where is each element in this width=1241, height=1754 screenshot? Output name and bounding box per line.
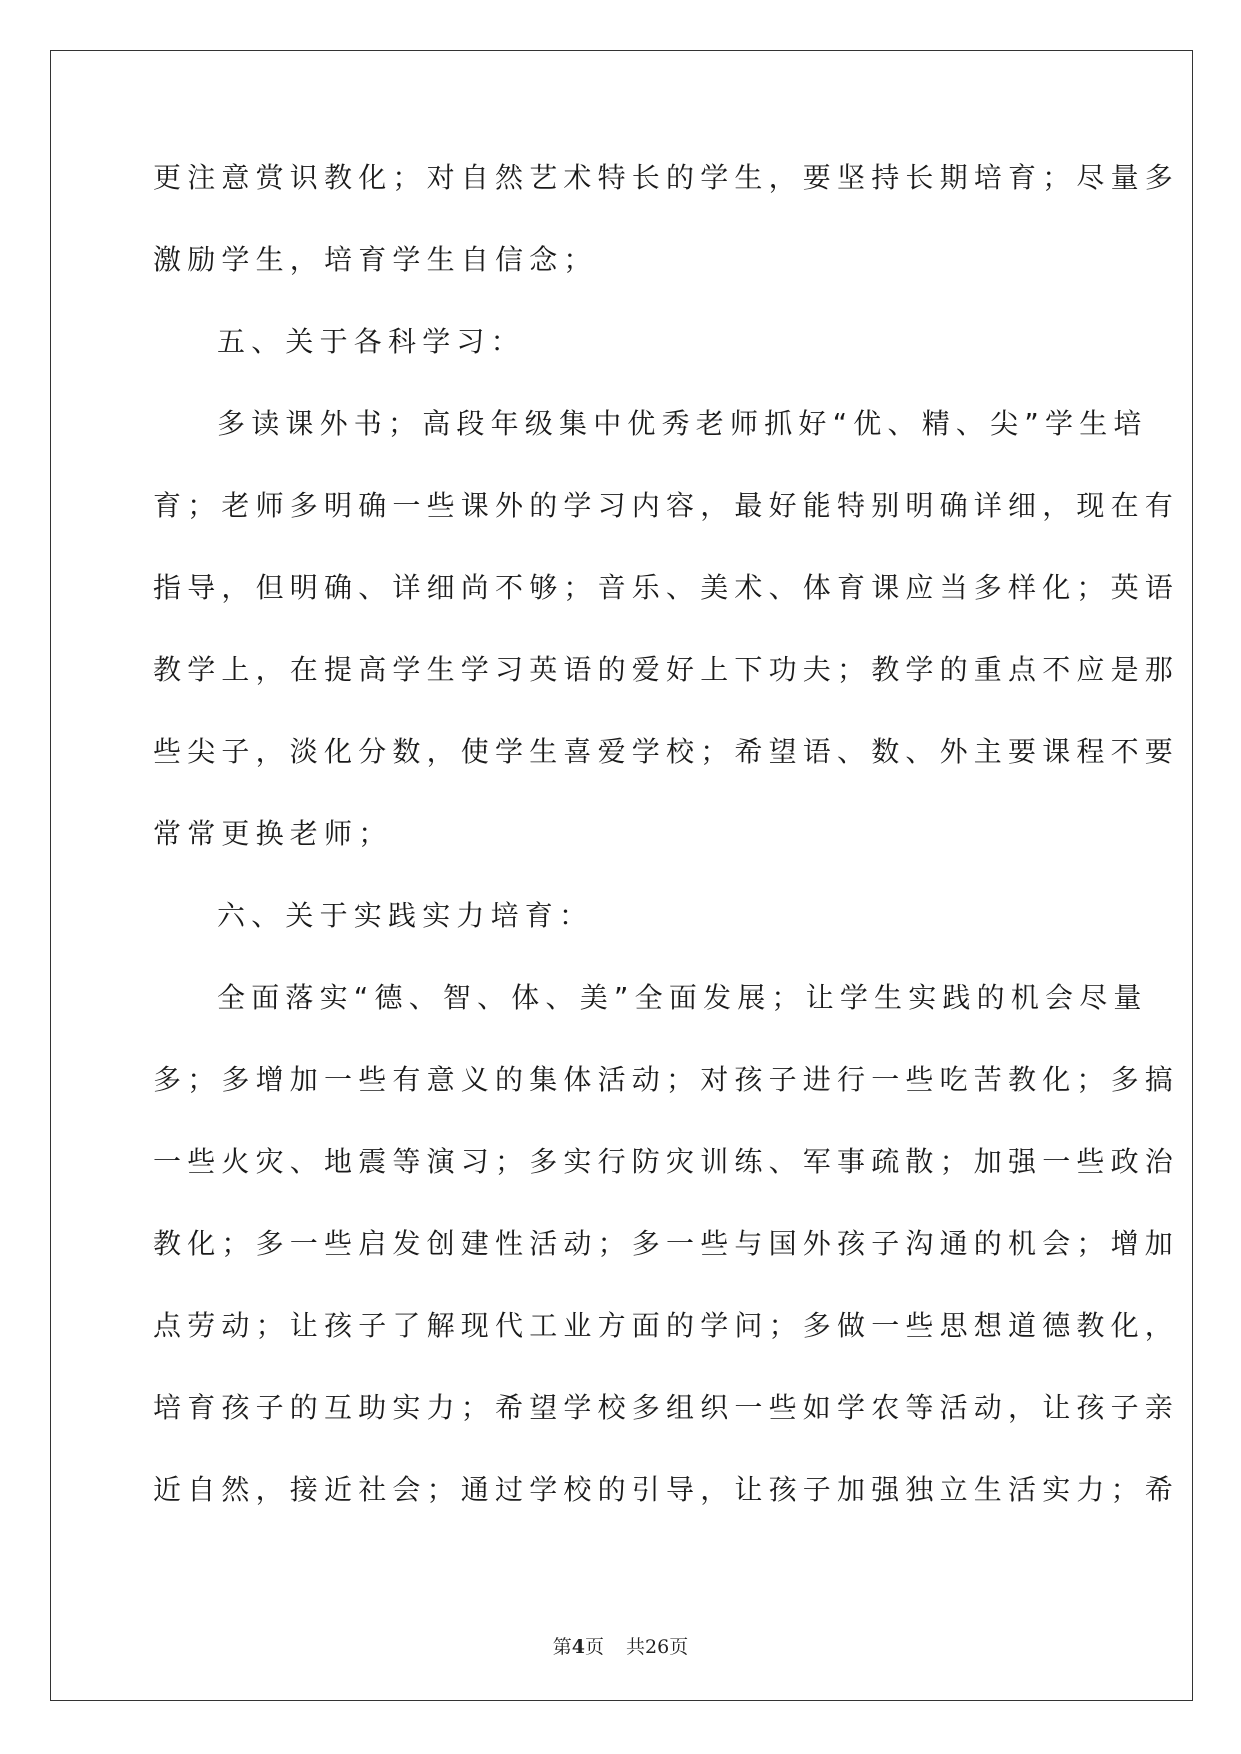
paragraph-first-line: 多读课外书；高段年级集中优秀老师抓好“优、精、尖”学生培 [217, 407, 1148, 440]
page-number: 4 [571, 1636, 585, 1658]
text-line: 培育孩子的互助实力；希望学校多组织一些如学农等活动，让孩子亲 [153, 1391, 1180, 1424]
text-line: 一些火灾、地震等演习；多实行防灾训练、军事疏散；加强一些政治 [153, 1145, 1180, 1178]
text-line: 些尖子，淡化分数，使学生喜爱学校；希望语、数、外主要课程不要 [153, 735, 1180, 768]
text-line: 多；多增加一些有意义的集体活动；对孩子进行一些吃苦教化；多搞 [153, 1063, 1180, 1096]
text-line: 教化；多一些启发创建性活动；多一些与国外孩子沟通的机会；增加 [153, 1227, 1180, 1260]
text-line: 点劳动；让孩子了解现代工业方面的学问；多做一些思想道德教化， [153, 1309, 1180, 1342]
paragraph-first-line: 全面落实“德、智、体、美”全面发展；让学生实践的机会尽量 [217, 981, 1148, 1014]
total-pages: 26 [645, 1636, 670, 1658]
text-line: 常常更换老师； [153, 817, 393, 850]
total-prefix: 共 [626, 1636, 646, 1658]
text-line: 教学上，在提高学生学习英语的爱好上下功夫；教学的重点不应是那 [153, 653, 1180, 686]
text-line: 指导，但明确、详细尚不够；音乐、美术、体育课应当多样化；英语 [153, 571, 1180, 604]
page-suffix: 页 [585, 1636, 605, 1658]
section-heading: 五、关于各科学习： [217, 325, 525, 358]
text-line: 近自然，接近社会；通过学校的引导，让孩子加强独立生活实力；希 [153, 1473, 1180, 1506]
total-suffix: 页 [669, 1636, 689, 1658]
page-footer [0, 1632, 1241, 1659]
page-prefix: 第 [552, 1636, 572, 1658]
section-heading: 六、关于实践实力培育： [217, 899, 594, 932]
text-line: 激励学生，培育学生自信念； [153, 243, 598, 276]
text-line: 育；老师多明确一些课外的学习内容，最好能特别明确详细，现在有 [153, 489, 1180, 522]
text-line: 更注意赏识教化；对自然艺术特长的学生，要坚持长期培育；尽量多 [153, 161, 1180, 194]
document-body [153, 160, 1180, 1554]
